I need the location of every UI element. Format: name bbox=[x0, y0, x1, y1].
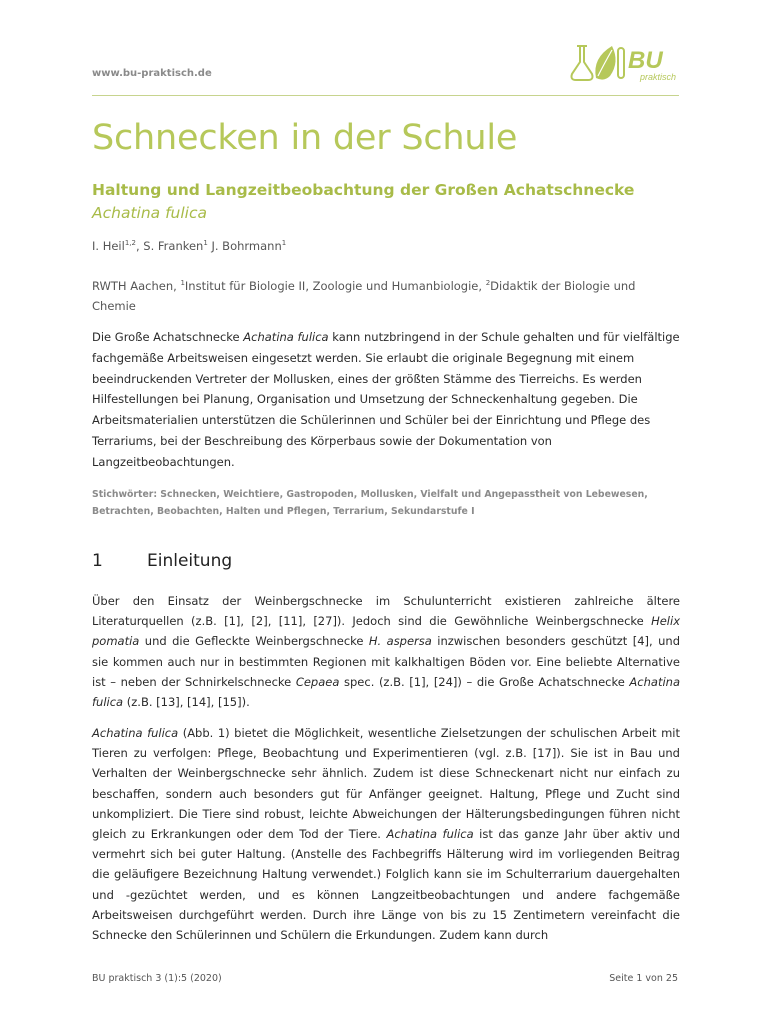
author-1-affiliation: 1,2 bbox=[124, 239, 136, 248]
p1-species-4: Achatina fulica bbox=[92, 674, 680, 710]
logo-text-sub: praktisch bbox=[640, 72, 676, 82]
subtitle-species: Achatina fulica bbox=[92, 204, 207, 222]
p1-text-2: und die Gefleckte Weinbergschnecke bbox=[139, 634, 369, 649]
affiliation-prefix: RWTH Aachen, bbox=[92, 278, 181, 293]
header-url: www.bu-praktisch.de bbox=[92, 68, 212, 79]
p2-species-2: Achatina fulica bbox=[386, 827, 474, 842]
author-1: I. Heil bbox=[92, 239, 125, 253]
abstract-text-1: Die Große Achatschnecke bbox=[92, 330, 244, 344]
section-title: Einleitung bbox=[147, 551, 233, 571]
author-3-affiliation: 1 bbox=[281, 239, 287, 248]
logo-text-main: BU bbox=[628, 47, 663, 74]
test-tube-icon bbox=[618, 48, 624, 78]
abstract-species: Achatina fulica bbox=[243, 330, 329, 344]
keywords: Stichwörter: Schnecken, Weichtiere, Gastropoden, Mollusken, Vielfalt und Angepasstheit von Lebewesen, Betrachten, Beobachten, Halten und Pflegen, Terrarium, Sekundarstufe I bbox=[92, 489, 648, 517]
flask-icon bbox=[572, 46, 593, 80]
p2-species-1: Achatina fulica bbox=[92, 726, 179, 740]
document-subtitle bbox=[92, 179, 682, 225]
p1-text-1: Über den Einsatz der Weinbergschnecke im Schulunterricht existieren zahlreiche ältere Literaturquellen (z.B. [1], [2], [11], [27]). Jedoch sind die Gewöhnliche Weinbergschnecke bbox=[92, 594, 680, 629]
affiliation-sup-1: 1 bbox=[180, 279, 185, 287]
header-divider bbox=[92, 95, 679, 96]
affiliation-sup-2: 2 bbox=[485, 279, 491, 287]
p1-species-2: H. aspersa bbox=[368, 634, 432, 649]
abstract-text-2: kann nutzbringend in der Schule gehalten und für vielfältige fachgemäße Arbeitsweisen eingesetzt werden. Sie erlaubt die originale Begegnung mit einem beeindruckenden Vertreter der Mollusken, eines der größten Stämme des Tierreichs. Es werden Hilfestellungen bei Planung, Organisation und Umsetzung der Schneckenhaltung gegeben. Die Arbeitsmaterialien unterstützen die Schülerinnen und Schüler bei der Einrichtung und Pflege des Terrariums, bei der Beschreibung des Körperbaus sowie der Dokumentation von Langzeitbeobachtungen. bbox=[92, 330, 680, 469]
section-number: 1 bbox=[92, 551, 103, 571]
author-line bbox=[92, 239, 286, 253]
leaf-icon bbox=[595, 46, 615, 80]
bu-praktisch-logo bbox=[566, 40, 676, 84]
p1-text-5: (z.B. [13], [14], [15]). bbox=[123, 695, 250, 710]
abstract bbox=[92, 327, 682, 473]
p1-species-3: Cepaea bbox=[295, 674, 340, 689]
body-paragraph-1 bbox=[92, 591, 680, 712]
p2-text-2: ist das ganze Jahr über aktiv und vermehrt sich bei guter Haltung. (Anstelle des Fachbegriffs Hälterung wird im vorliegenden Beitrag die geläufigere Bezeichnung Haltung verwendet.) Folglich kann sie im Schulterrarium dauergehalten und -gezüchtet werden, und es können Langzeitbeobachtungen und andere fachgemäße Arbeitsweisen durchgeführt werden. Durch ihre Länge von bis zu 15 Zentimetern vereinfacht die Schnecke den Schülerinnen und Schülern die Erkundungen. Zudem kann durch bbox=[92, 827, 680, 943]
author-2-affiliation: 1 bbox=[203, 239, 208, 248]
subtitle-main: Haltung und Langzeitbeobachtung der Großen Achatschnecke bbox=[92, 181, 635, 199]
body-paragraph-2 bbox=[92, 723, 680, 945]
affiliation-institute-2: Didaktik der Biologie und Chemie bbox=[92, 278, 636, 313]
section-heading bbox=[92, 551, 232, 571]
author-3: J. Bohrmann bbox=[207, 239, 282, 253]
p1-species-1: Helix pomatia bbox=[92, 614, 680, 649]
p1-text-3: inzwischen besonders geschützt [4], und sie kommen auch nur in bestimmten Regionen mit kalkhaltigen Böden vor. Eine beliebte Alternative ist – neben der Schnirkelschnecke bbox=[92, 634, 681, 689]
p1-text-4: spec. (z.B. [1], [24]) – die Große Achatschnecke bbox=[339, 674, 630, 689]
footer-page-number: Seite 1 von 25 bbox=[609, 973, 678, 984]
affiliation-institute-1: Institut für Biologie II, Zoologie und Humanbiologie, bbox=[184, 278, 486, 293]
author-2: , S. Franken bbox=[135, 239, 204, 253]
document-title: Schnecken in der Schule bbox=[92, 118, 518, 158]
affiliation bbox=[92, 273, 682, 316]
p2-text-1: (Abb. 1) bietet die Möglichkeit, wesentliche Zielsetzungen der schulischen Arbeit mit Tieren zu verfolgen: Pflege, Beobachtung und Experimentieren (vgl. z.B. [17]). Sie ist in Bau und Verhalten der Weinbergschnecke sehr ähnlich. Zudem ist diese Schneckenart nicht nur einfach zu beschaffen, sondern auch besonders gut für Anfänger geeignet. Haltung, Pflege und Zucht sind unkompliziert. Die Tiere sind robust, leichte Abweichungen der Hälterungsbedingungen führen nicht gleich zu Erkrankungen oder dem Tod der Tiere. bbox=[92, 726, 680, 842]
footer-journal: BU praktisch 3 (1):5 (2020) bbox=[92, 973, 222, 984]
